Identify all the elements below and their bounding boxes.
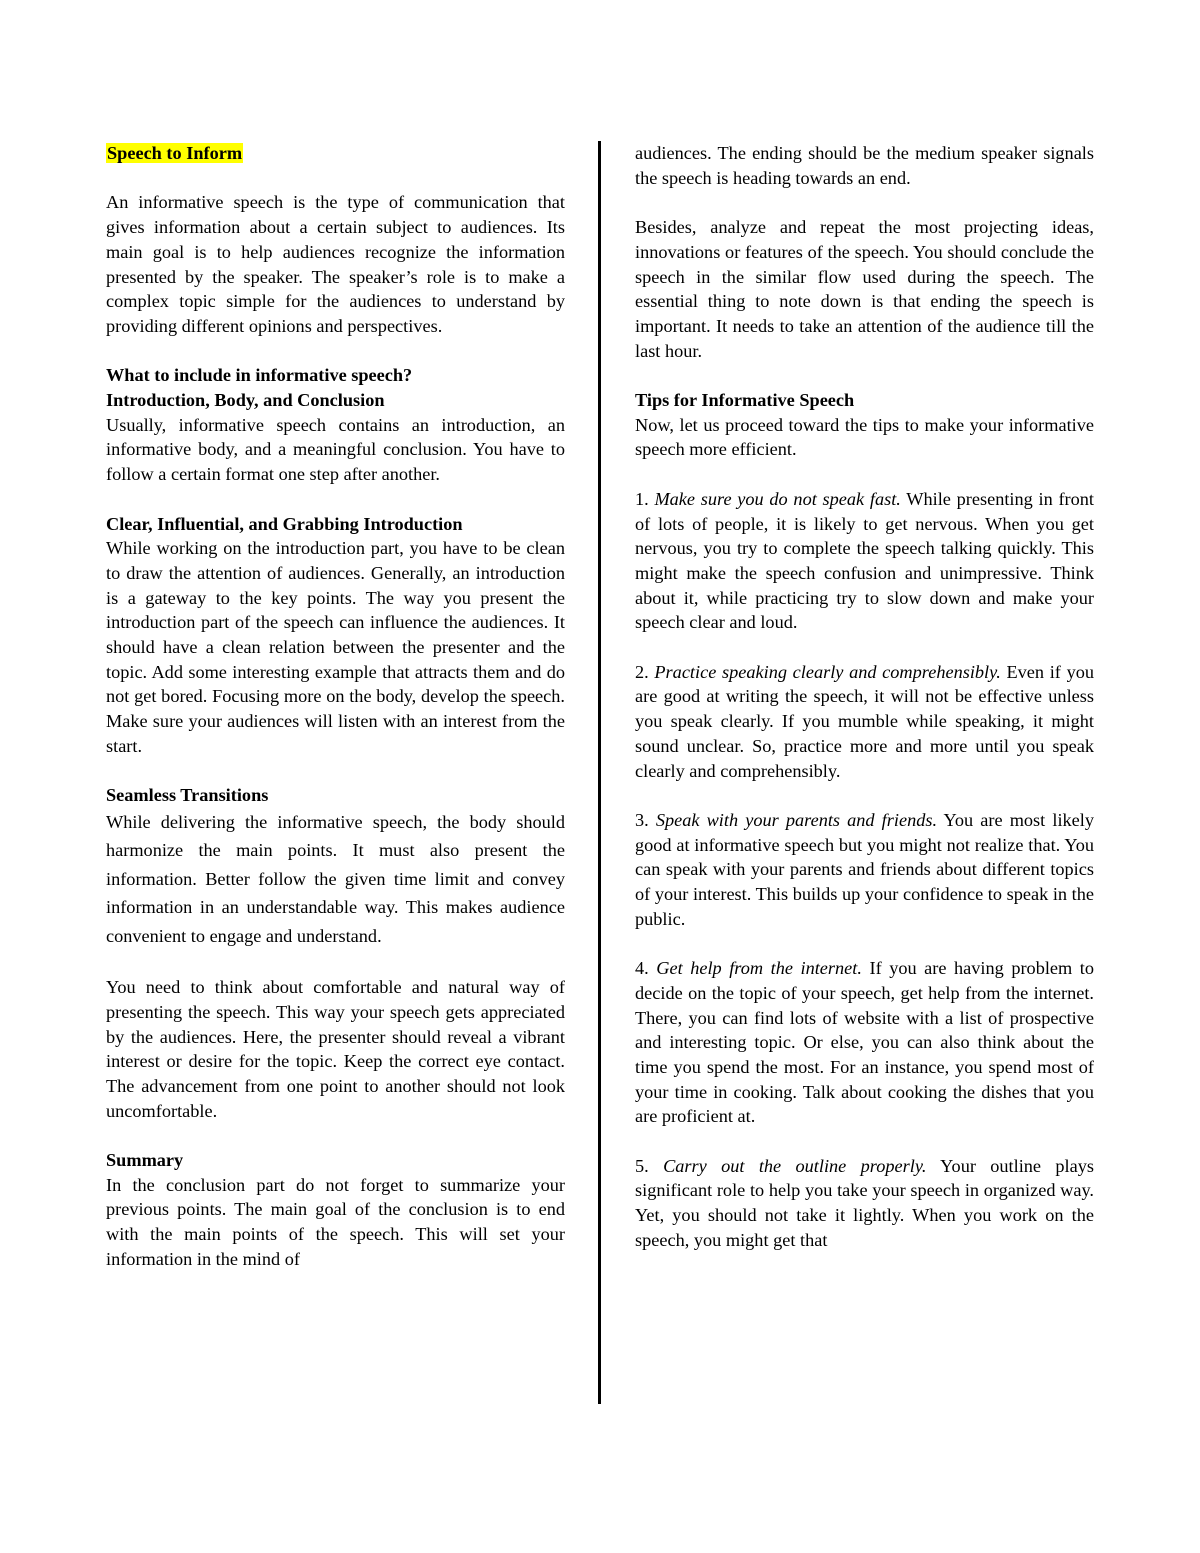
right-column <box>635 141 1094 1253</box>
paragraph-seamless-transitions: While delivering the informative speech, the body should harmonize the main points. It must also present the information. Better follow the given time limit and convey information in an understandable way. This makes audience convenient to engage and understand. <box>106 811 565 946</box>
tip-body: If you are having problem to decide on the topic of your speech, get help from the internet. There, you can find lots of website with a list of prospective and interesting topic. Or else, you can also think about the time you spend the most. For an instance, you spend most of your time in cooking. Talk about cooking the dishes that you are proficient at. <box>635 958 1095 1127</box>
heading-intro-body-conclusion: Introduction, Body, and Conclusion <box>106 390 385 410</box>
tip-body: Your outline plays significant role to help you take your speech in organized way. Yet, you should not take it lightly. When you work on the speech, you might get that <box>635 1155 1094 1250</box>
tip-number: 3. <box>635 809 656 830</box>
tip-number: 2. <box>635 661 655 682</box>
tip-item <box>635 1154 1094 1253</box>
tip-body: You are most likely good at informative speech but you might not realize that. You can speak with your parents and friends about different topics of your interest. This builds up your confidence to speak in the public. <box>635 809 1095 929</box>
tip-title: Make sure you do not speak fast. <box>654 488 901 509</box>
tip-number: 5. <box>635 1155 664 1176</box>
document-title-line <box>106 141 565 166</box>
intro-paragraph: An informative speech is the type of communication that gives information about a certain subject to audiences. Its main goal is to help audiences recognize the information presented by the speaker. The speaker’s role is to make a complex topic simple for the audiences to understand by providing different opinions and perspectives. <box>106 192 565 336</box>
tip-number: 4. <box>635 958 657 979</box>
tip-title: Carry out the outline properly. <box>663 1155 927 1176</box>
tip-item <box>635 660 1094 784</box>
tip-body: Even if you are good at writing the speech, it will not be effective unless you speak clearly. If you mumble while speaking, it might sound unclear. So, practice more and more until you speak clearly and comprehensibly. <box>635 661 1094 781</box>
paragraph-natural-presentation: You need to think about comfortable and natural way of presenting the speech. This way your speech gets appreciated by the audiences. Here, the presenter should reveal a vibrant interest or desire for the topic. Keep the correct eye contact. The advancement from one point to another should not look uncomfortable. <box>106 977 565 1121</box>
tip-item <box>635 487 1094 635</box>
column-divider <box>598 141 601 1404</box>
paragraph-intro-body-conclusion: Usually, informative speech contains an introduction, an informative body, and a meaningful conclusion. You have to follow a certain format one step after another. <box>106 414 565 485</box>
heading-what-to-include: What to include in informative speech? <box>106 365 413 386</box>
tip-number: 1. <box>635 488 655 509</box>
tip-item <box>635 808 1094 932</box>
tip-item <box>635 956 1094 1129</box>
paragraph-summary: In the conclusion part do not forget to summarize your previous points. The main goal of the conclusion is to end with the main points of the speech. This will set your information in the mind of <box>106 1174 565 1269</box>
heading-tips: Tips for Informative Speech <box>635 390 855 410</box>
tip-title: Get help from the internet. <box>656 958 862 979</box>
paragraph-clear-introduction: While working on the introduction part, you have to be clean to draw the attention of audiences. Generally, an introduction is a gateway to the key points. The way you present the introduction part of the speech can influence the audiences. It should have a clean relation between the presenter and the topic. Add some interesting example that attracts them and do not get bored. Focusing more on the body, develop the speech. Make sure your audiences will listen with an interest from the start. <box>106 538 565 756</box>
tip-body: While presenting in front of lots of people, it is likely to get nervous. When you get nervous, you try to complete the speech talking quickly. This might make the speech confusion and unimpressive. Think about it, while practicing try to slow down and make your speech clear and loud. <box>635 488 1094 633</box>
heading-summary: Summary <box>106 1150 184 1171</box>
paragraph-summary-continued: audiences. The ending should be the medium speaker signals the speech is heading towards an end. <box>635 143 1094 188</box>
heading-clear-introduction: Clear, Influential, and Grabbing Introduction <box>106 513 463 534</box>
paragraph-besides: Besides, analyze and repeat the most projecting ideas, innovations or features of the speech. You should conclude the speech in the similar flow used during the speech. The essential thing to note down is that ending the speech is important. It needs to take an attention of the audience till the last hour. <box>635 217 1094 361</box>
tip-title: Speak with your parents and friends. <box>655 809 938 830</box>
left-column <box>106 141 565 1272</box>
document-title: Speech to Inform <box>107 143 243 163</box>
paragraph-tips-intro: Now, let us proceed toward the tips to make your informative speech more efficient. <box>635 414 1094 460</box>
tip-title: Practice speaking clearly and comprehensibly. <box>654 661 1001 682</box>
heading-seamless-transitions: Seamless Transitions <box>106 785 269 806</box>
